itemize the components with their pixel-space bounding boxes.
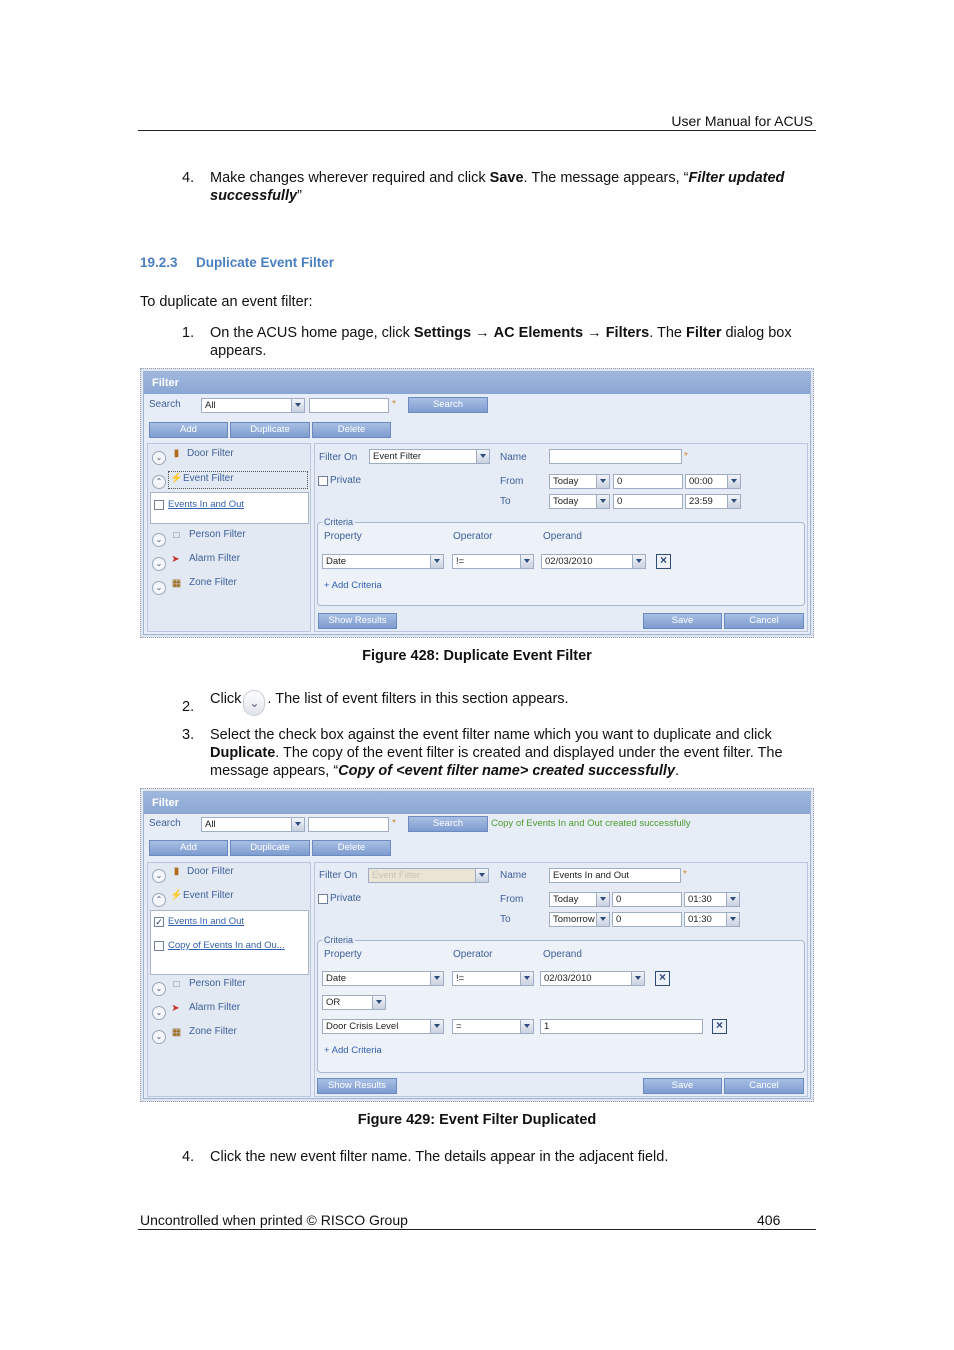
to-offset-input[interactable]: 0 <box>613 494 683 509</box>
to-day-select[interactable] <box>549 912 610 927</box>
remove-criteria-icon[interactable]: × <box>656 554 671 569</box>
to-label: To <box>500 914 511 925</box>
tree-item-person-filter[interactable]: Person Filter <box>189 978 246 989</box>
criteria-property-select[interactable] <box>322 554 444 569</box>
criteria-operand-input[interactable]: 1 <box>540 1019 703 1034</box>
tree-item-event-filter[interactable]: Event Filter <box>183 473 234 484</box>
expand-icon[interactable]: ⌄ <box>152 557 166 571</box>
step-text: . The list of event filters in this section appears. <box>267 691 569 707</box>
to-time-select[interactable] <box>684 912 740 927</box>
duplicate-term: Duplicate <box>210 745 276 761</box>
step-text: ” <box>297 188 302 204</box>
search-input[interactable] <box>308 817 389 832</box>
dialog-title: Filter <box>144 792 810 814</box>
section-heading <box>140 255 334 270</box>
private-checkbox[interactable] <box>318 894 328 904</box>
select-value: Event Filter <box>372 870 421 881</box>
step-1 <box>182 324 812 360</box>
step-number: 2. <box>182 699 195 715</box>
chevron-down-icon <box>430 1020 443 1033</box>
from-day-select[interactable] <box>549 474 610 489</box>
tree-item-alarm-filter[interactable]: Alarm Filter <box>189 1002 241 1013</box>
criteria-operand-date[interactable] <box>541 554 646 569</box>
chevron-down-icon <box>596 893 609 906</box>
add-button[interactable]: Add <box>149 840 228 856</box>
door-icon: ▮ <box>173 448 180 459</box>
col-operand: Operand <box>543 531 582 542</box>
page-number: 406 <box>757 1212 781 1228</box>
filters-term: Filters <box>605 325 650 341</box>
step-number: 3. <box>182 727 195 743</box>
criteria-operand-date[interactable] <box>540 971 645 986</box>
filter-dialog-figure-429 <box>140 788 814 1102</box>
filter-on-label: Filter On <box>319 452 358 463</box>
arrow: → <box>583 325 606 341</box>
copy-message-quote: Copy of <event filter name> created successfully <box>338 763 676 779</box>
criteria-operator-select[interactable] <box>452 1019 534 1034</box>
person-icon: □ <box>173 530 180 541</box>
chevron-down-icon <box>727 475 740 488</box>
name-input[interactable]: Events In and Out <box>549 868 681 883</box>
filter-on-select-disabled <box>368 868 489 883</box>
step-text: . The message appears, “ <box>523 170 689 186</box>
duplicate-button[interactable]: Duplicate <box>230 422 310 438</box>
from-label: From <box>500 894 524 905</box>
select-value: Date <box>326 973 347 984</box>
step-4-save <box>182 169 812 205</box>
select-value: OR <box>326 997 341 1008</box>
tree-item-door-filter[interactable]: Door Filter <box>187 866 234 877</box>
criteria-property-select[interactable] <box>322 971 444 986</box>
show-results-button[interactable]: Show Results <box>317 1078 397 1094</box>
private-label: Private <box>330 893 362 904</box>
person-icon: □ <box>173 979 180 990</box>
logic-operator-select[interactable] <box>322 995 386 1010</box>
step-text: Click <box>210 691 242 707</box>
tree-item-person-filter[interactable]: Person Filter <box>189 529 246 540</box>
zone-icon: ▦ <box>171 1027 182 1038</box>
step-3 <box>182 726 812 780</box>
status-message: Copy of Events In and Out created successfully <box>491 818 691 829</box>
name-label: Name <box>500 452 527 463</box>
header-rule <box>138 130 816 131</box>
add-criteria-link[interactable]: + Add Criteria <box>324 580 382 591</box>
collapse-icon[interactable]: ⌃ <box>152 475 166 489</box>
intro-paragraph: To duplicate an event filter: <box>140 294 313 310</box>
select-value: Today <box>553 894 579 905</box>
chevron-down-icon <box>291 818 304 831</box>
chevron-down-icon <box>476 450 489 463</box>
save-button[interactable]: Save <box>643 1078 722 1094</box>
alarm-icon: ➤ <box>171 1003 180 1014</box>
chevron-down-icon <box>520 972 533 985</box>
expand-icon[interactable]: ⌄ <box>152 1030 166 1044</box>
criteria-property-select[interactable] <box>322 1019 444 1034</box>
chevron-down-icon <box>727 495 740 508</box>
from-offset-input[interactable]: 0 <box>612 892 682 907</box>
from-label: From <box>500 476 524 487</box>
tree-item-zone-filter[interactable]: Zone Filter <box>189 1026 237 1037</box>
select-value: = <box>456 1021 462 1032</box>
search-scope-select[interactable] <box>201 817 305 832</box>
col-operator: Operator <box>453 531 493 542</box>
zone-icon: ▦ <box>171 578 182 589</box>
criteria-operator-select[interactable] <box>452 554 534 569</box>
ac-elements-term: AC Elements <box>493 325 584 341</box>
step-number: 4. <box>182 170 195 186</box>
chevron-down-icon <box>726 893 739 906</box>
required-marker: * <box>392 399 396 410</box>
delete-button[interactable]: Delete <box>312 840 391 856</box>
filter-link-copy[interactable]: Copy of Events In and Ou... <box>168 940 285 951</box>
footer-rule <box>138 1229 816 1230</box>
expand-icon[interactable]: ⌄ <box>152 451 166 465</box>
step-text: dialog box appears. <box>210 325 792 359</box>
section-number: 19.2.3 <box>140 255 178 270</box>
chevron-down-icon <box>596 475 609 488</box>
col-property: Property <box>324 949 362 960</box>
expand-icon[interactable]: ⌄ <box>152 581 166 595</box>
step-4-click-new <box>182 1148 812 1166</box>
add-criteria-link[interactable]: + Add Criteria <box>324 1045 382 1056</box>
select-value: Today <box>553 496 579 507</box>
step-text: Select the check box against the event filter name which you want to duplicate and click <box>210 727 772 743</box>
col-operand: Operand <box>543 949 582 960</box>
criteria-legend: Criteria <box>324 935 354 945</box>
lightning-icon: ⚡ <box>170 473 183 484</box>
tree-item-door-filter[interactable]: Door Filter <box>187 448 234 459</box>
step-text: Click the new event filter name. The details appear in the adjacent field. <box>210 1149 669 1165</box>
expand-icon[interactable]: ⌄ <box>152 533 166 547</box>
select-value: Event Filter <box>373 451 422 462</box>
from-time-select[interactable] <box>685 474 741 489</box>
name-input[interactable] <box>549 449 682 464</box>
col-property: Property <box>324 531 362 542</box>
select-value: 01:30 <box>688 894 712 905</box>
private-checkbox[interactable] <box>318 476 328 486</box>
select-value: != <box>456 973 465 984</box>
filter-dialog-figure-428 <box>140 368 814 638</box>
filter-term: Filter <box>686 325 722 341</box>
to-time-select[interactable] <box>685 494 741 509</box>
to-offset-input[interactable]: 0 <box>612 912 682 927</box>
select-value: 00:00 <box>689 476 713 487</box>
col-operator: Operator <box>453 949 493 960</box>
success-message-quote: Filter updated successfully <box>210 170 785 204</box>
select-value: 02/03/2010 <box>544 973 592 984</box>
step-2 <box>182 690 812 716</box>
remove-criteria-icon[interactable]: × <box>655 971 670 986</box>
from-time-select[interactable] <box>684 892 740 907</box>
select-value: 01:30 <box>688 914 712 925</box>
filter-checkbox[interactable] <box>154 500 164 510</box>
remove-criteria-icon[interactable]: × <box>712 1019 727 1034</box>
tree-item-alarm-filter[interactable]: Alarm Filter <box>189 553 241 564</box>
expand-icon[interactable]: ⌄ <box>152 982 166 996</box>
filter-link-events-in-out[interactable]: Events In and Out <box>168 916 245 927</box>
footer-copyright: Uncontrolled when printed © RISCO Group <box>140 1212 408 1228</box>
delete-button[interactable]: Delete <box>312 422 391 438</box>
search-button[interactable]: Search <box>408 816 488 832</box>
chevron-down-icon <box>631 972 644 985</box>
criteria-legend: Criteria <box>324 517 354 527</box>
figure-429-caption: Figure 429: Event Filter Duplicated <box>357 1112 597 1128</box>
running-header: User Manual for ACUS <box>671 113 813 129</box>
alarm-icon: ➤ <box>171 554 180 565</box>
collapse-icon[interactable]: ⌃ <box>152 893 166 907</box>
search-label: Search <box>149 818 181 829</box>
filter-on-select[interactable] <box>369 449 490 464</box>
required-marker: * <box>683 869 687 880</box>
filter-checkbox-checked[interactable]: ✓ <box>155 917 163 927</box>
lightning-icon: ⚡ <box>170 890 183 901</box>
step-text: On the ACUS home page, click <box>210 325 414 341</box>
tree-item-zone-filter[interactable]: Zone Filter <box>189 577 237 588</box>
select-value: Today <box>553 476 579 487</box>
select-value: All <box>205 400 216 411</box>
step-number: 4. <box>182 1149 195 1165</box>
select-value: All <box>205 819 216 830</box>
arrow: → <box>471 325 494 341</box>
select-value: Door Crisis Level <box>326 1021 399 1032</box>
search-label: Search <box>149 399 181 410</box>
search-button[interactable]: Search <box>408 397 488 413</box>
step-text: . The copy of the event filter is created and displayed under the event filter. The message appears, “ <box>210 745 783 779</box>
to-label: To <box>500 496 511 507</box>
door-icon: ▮ <box>173 866 180 877</box>
expand-icon[interactable]: ⌄ <box>152 869 166 883</box>
from-day-select[interactable] <box>549 892 610 907</box>
select-value: Date <box>326 556 347 567</box>
tree-item-event-filter[interactable]: Event Filter <box>183 890 234 901</box>
from-offset-input[interactable]: 0 <box>613 474 683 489</box>
step-text: Make changes wherever required and click <box>210 170 490 186</box>
chevron-down-icon <box>430 972 443 985</box>
step-text: . <box>675 763 680 779</box>
name-label: Name <box>500 870 527 881</box>
cancel-button[interactable]: Cancel <box>724 613 804 629</box>
dialog-title: Filter <box>144 372 810 394</box>
save-button[interactable]: Save <box>643 613 722 629</box>
select-value: 23:59 <box>689 496 713 507</box>
chevron-down-icon <box>291 399 304 412</box>
select-value: != <box>456 556 465 567</box>
required-marker: * <box>392 818 396 829</box>
search-scope-select[interactable] <box>201 398 305 413</box>
filter-checkbox[interactable] <box>154 941 164 951</box>
chevron-down-icon <box>520 555 533 568</box>
select-value: 02/03/2010 <box>545 556 593 567</box>
chevron-down-icon <box>520 1020 533 1033</box>
chevron-down-icon <box>596 495 609 508</box>
chevron-down-icon <box>596 913 609 926</box>
section-title: Duplicate Event Filter <box>196 255 335 270</box>
required-marker: * <box>684 451 688 462</box>
chevron-down-icon <box>475 869 488 882</box>
to-day-select[interactable] <box>549 494 610 509</box>
settings-term: Settings <box>413 325 472 341</box>
figure-428-caption: Figure 428: Duplicate Event Filter <box>362 648 592 664</box>
search-input[interactable] <box>309 398 389 413</box>
select-value: Tomorrow <box>553 914 595 925</box>
duplicate-button[interactable]: Duplicate <box>230 840 310 856</box>
private-label: Private <box>330 475 362 486</box>
expand-icon[interactable]: ⌄ <box>152 1006 166 1020</box>
chevron-down-icon <box>430 555 443 568</box>
chevron-down-icon <box>726 913 739 926</box>
step-number: 1. <box>182 325 195 341</box>
criteria-operator-select[interactable] <box>452 971 534 986</box>
add-button[interactable]: Add <box>149 422 228 438</box>
show-results-button[interactable]: Show Results <box>318 613 397 629</box>
filter-link-events-in-out[interactable]: Events In and Out <box>168 499 245 510</box>
step-text: . The <box>649 325 687 341</box>
save-term: Save <box>489 170 524 186</box>
chevron-down-icon <box>372 996 385 1009</box>
chevron-down-icon <box>632 555 645 568</box>
filter-on-label: Filter On <box>319 870 358 881</box>
cancel-button[interactable]: Cancel <box>724 1078 804 1094</box>
expand-chevron-icon: ⌄ <box>243 690 265 716</box>
